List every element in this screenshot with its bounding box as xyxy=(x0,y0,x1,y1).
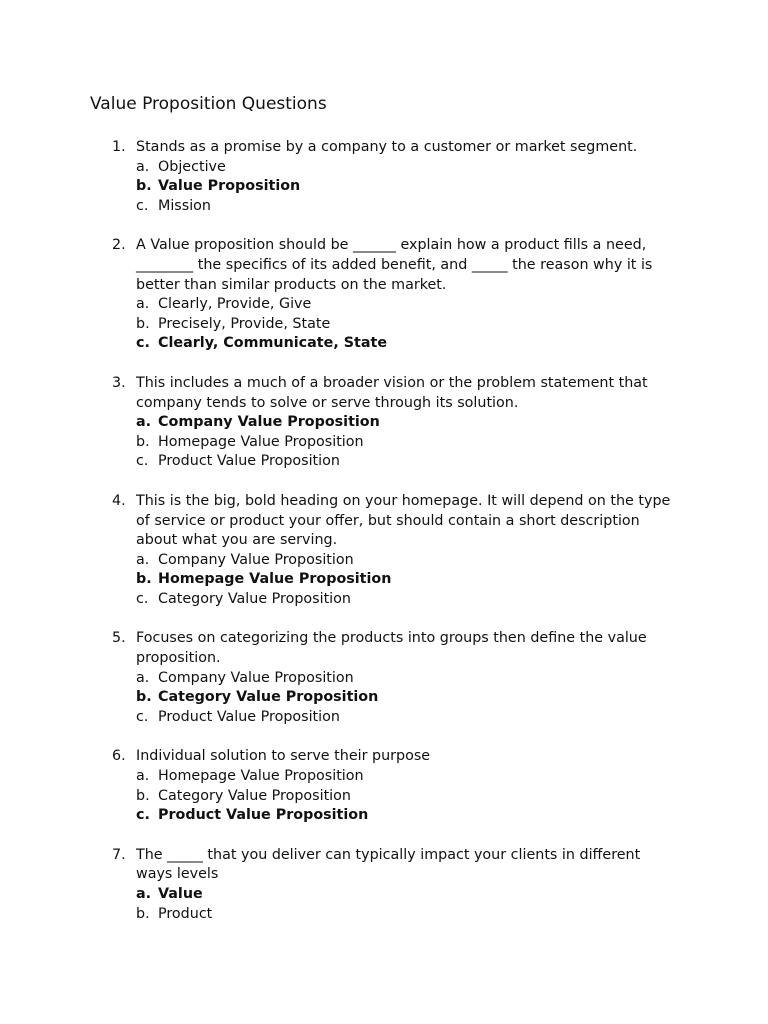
option-list xyxy=(136,158,688,217)
option-text: Product Value Proposition xyxy=(158,453,340,470)
option-letter: a. xyxy=(136,768,150,785)
option-item-correct xyxy=(136,570,688,590)
question-item xyxy=(90,747,688,825)
option-letter: b. xyxy=(136,905,150,922)
option-item xyxy=(136,295,688,315)
option-list xyxy=(136,295,688,354)
option-text: Objective xyxy=(158,158,226,175)
question-list xyxy=(90,138,688,924)
option-text: Homepage Value Proposition xyxy=(158,571,392,588)
question-text: Individual solution to serve their purpose xyxy=(136,748,431,765)
option-item-correct xyxy=(136,177,688,197)
option-item xyxy=(136,197,688,217)
option-letter: a. xyxy=(136,158,150,175)
option-letter: b. xyxy=(136,571,152,588)
option-letter: b. xyxy=(136,178,152,195)
option-text: Category Value Proposition xyxy=(158,787,351,804)
option-letter: c. xyxy=(136,708,149,725)
option-list xyxy=(136,413,688,472)
question-item xyxy=(90,629,688,727)
option-letter: a. xyxy=(136,296,150,313)
option-text: Company Value Proposition xyxy=(158,669,354,686)
question-text: Focuses on categorizing the products into groups then define the value proposition. xyxy=(136,630,647,667)
option-text: Category Value Proposition xyxy=(158,590,351,607)
option-item-correct xyxy=(136,334,688,354)
question-item xyxy=(90,138,688,216)
option-item-correct xyxy=(136,885,688,905)
option-text: Product Value Proposition xyxy=(158,807,369,824)
option-text: Homepage Value Proposition xyxy=(158,433,364,450)
option-letter: a. xyxy=(136,551,150,568)
option-item-correct xyxy=(136,806,688,826)
question-item xyxy=(90,492,688,610)
option-item xyxy=(136,787,688,807)
question-number: 3. xyxy=(112,374,126,391)
option-item xyxy=(136,767,688,787)
option-text: Product Value Proposition xyxy=(158,708,340,725)
question-item xyxy=(90,236,688,354)
question-number: 1. xyxy=(112,139,126,155)
option-text: Product xyxy=(158,905,213,922)
question-number: 5. xyxy=(112,630,126,647)
document-title: Value Proposition Questions xyxy=(90,94,327,114)
option-item xyxy=(136,551,688,571)
option-text: Clearly, Communicate, State xyxy=(158,335,388,352)
option-letter: c. xyxy=(136,453,149,470)
option-letter: a. xyxy=(136,669,150,686)
option-item-correct xyxy=(136,688,688,708)
question-number: 4. xyxy=(112,492,126,509)
question-text: Stands as a promise by a company to a customer or market segment. xyxy=(136,139,638,155)
option-list xyxy=(136,551,688,610)
option-letter: a. xyxy=(136,886,152,902)
option-list xyxy=(136,885,688,924)
option-text: Company Value Proposition xyxy=(158,414,380,431)
option-list xyxy=(136,669,688,728)
option-letter: c. xyxy=(136,590,149,607)
option-letter: c. xyxy=(136,197,149,214)
option-text: Company Value Proposition xyxy=(158,551,354,568)
question-text: A Value proposition should be ______ explain how a product fills a need, ________ the specifics of its added benefit, and _____ the reason why it is better than similar products on the market. xyxy=(136,237,653,293)
option-item xyxy=(136,158,688,178)
option-text: Homepage Value Proposition xyxy=(158,768,364,785)
option-letter: b. xyxy=(136,315,150,332)
question-number: 6. xyxy=(112,748,126,765)
option-letter: b. xyxy=(136,433,150,450)
option-text: Value Proposition xyxy=(158,178,301,195)
option-letter: c. xyxy=(136,335,150,352)
question-number: 7. xyxy=(112,846,126,863)
question-text: This is the big, bold heading on your homepage. It will depend on the type of service or product your offer, but should contain a short description about what you are serving. xyxy=(136,492,671,549)
option-item xyxy=(136,452,688,472)
option-text: Mission xyxy=(158,197,211,214)
option-list xyxy=(136,767,688,826)
option-letter: b. xyxy=(136,689,152,706)
option-text: Category Value Proposition xyxy=(158,689,379,706)
question-text: The _____ that you deliver can typically impact your clients in different ways levels xyxy=(136,846,641,883)
option-item xyxy=(136,708,688,728)
option-text: Precisely, Provide, State xyxy=(158,315,331,332)
option-letter: b. xyxy=(136,787,150,804)
option-letter: c. xyxy=(136,807,150,824)
option-text: Value xyxy=(158,886,203,902)
question-number: 2. xyxy=(112,237,126,254)
question-item xyxy=(90,374,688,472)
question-text: This includes a much of a broader vision or the problem statement that company tends to solve or serve through its solution. xyxy=(136,374,648,411)
option-letter: a. xyxy=(136,414,152,431)
option-item-correct xyxy=(136,413,688,433)
option-item xyxy=(136,315,688,335)
question-item xyxy=(90,846,688,924)
option-item xyxy=(136,433,688,453)
option-item xyxy=(136,669,688,689)
option-item xyxy=(136,590,688,610)
option-item xyxy=(136,905,688,925)
option-text: Clearly, Provide, Give xyxy=(158,296,312,313)
